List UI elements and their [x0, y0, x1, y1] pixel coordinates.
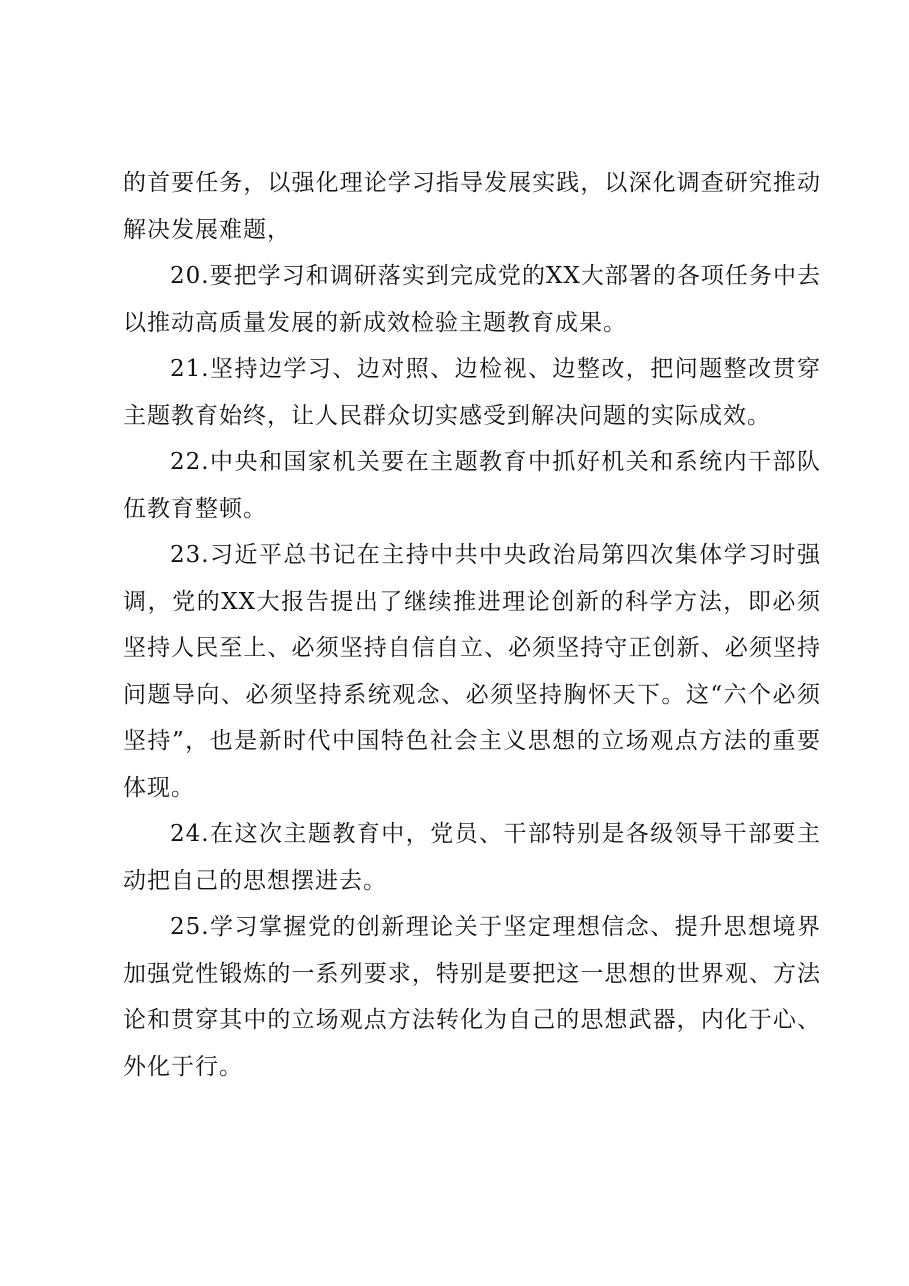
document-body — [123, 160, 821, 1090]
paragraph-item-22: 22.中央和国家机关要在主题教育中抓好机关和系统内干部队伍教育整顿。 — [123, 449, 821, 522]
paragraph-item-21: 21.坚持边学习、边对照、边检视、边整改，把问题整改贯穿主题教育始终，让人民群众切实感受到解决问题的实际成效。 — [123, 356, 821, 429]
paragraph-continuation: 的首要任务，以强化理论学习指导发展实践，以深化调查研究推动解决发展难题， — [123, 170, 821, 243]
paragraph-item-20: 20.要把学习和调研落实到完成党的XX大部署的各项任务中去以推动高质量发展的新成效检验主题教育成果。 — [123, 263, 821, 336]
paragraph-item-24: 24.在这次主题教育中，党员、干部特别是各级领导干部要主动把自己的思想摆进去。 — [123, 821, 821, 894]
paragraph-item-25: 25.学习掌握党的创新理论关于坚定理想信念、提升思想境界加强党性锻炼的一系列要求，特别是要把这一思想的世界观、方法论和贯穿其中的立场观点方法转化为自己的思想武器，内化于心、外化于行。 — [123, 914, 821, 1080]
paragraph-item-23: 23.习近平总书记在主持中共中央政治局第四次集体学习时强调，党的XX大报告提出了继续推进理论创新的科学方法，即必须坚持人民至上、必须坚持自信自立、必须坚持守正创新、必须坚持问题导向、必须坚持系统观念、必须坚持胸怀天下。这“六个必须坚持”，也是新时代中国特色社会主义思想的立场观点方法的重要体现。 — [123, 542, 821, 801]
